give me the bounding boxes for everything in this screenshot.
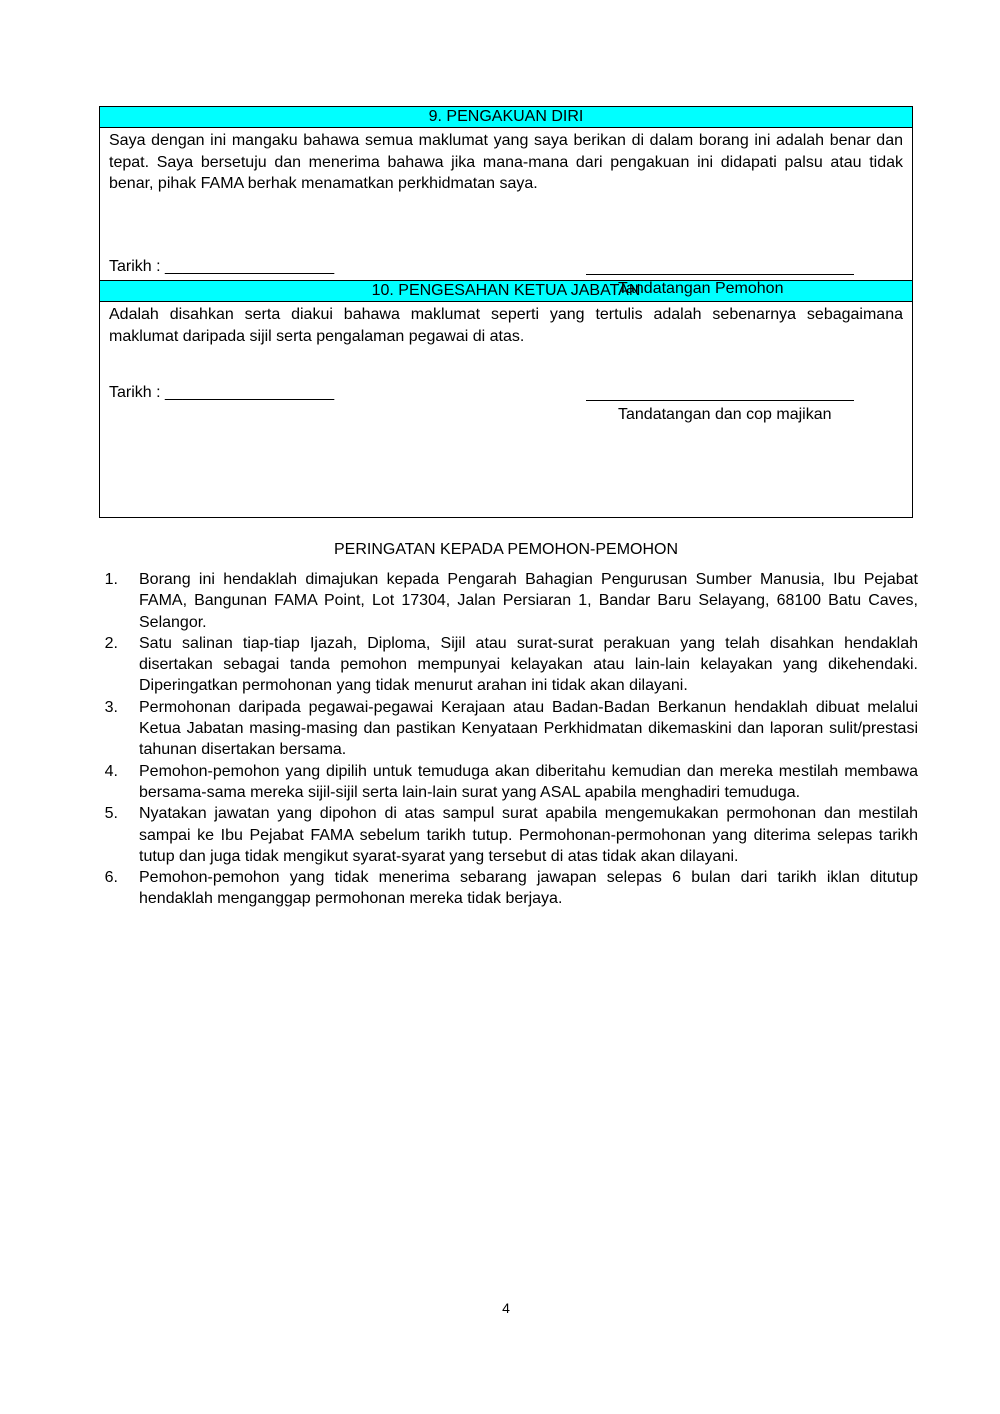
list-item-number: 5. [104,805,118,823]
list-item-number: 4. [104,762,118,780]
list-item-text: Permohonan daripada pegawai-pegawai Kerajaan atau Badan-Badan Berkanun hendaklah dibuat melalui Ketua Jabatan masing-masing dan pastikan Kenyataan Perkhidmatan dikemaskini dan laporan sulit/prestasi tahunan disertakan bersama. [139,698,918,759]
declaration-form-table [99,106,913,518]
section-10-body [100,302,912,517]
warnings-list [96,569,918,910]
list-item [96,867,918,910]
list-item [96,803,918,867]
section-9-header: 9. PENGAKUAN DIRI [100,107,912,128]
section-10-signature-line[interactable] [586,382,854,401]
list-item [96,697,918,761]
list-item-number: 2. [104,634,118,652]
list-item-text: Satu salinan tiap-tiap Ijazah, Diploma, Sijil atau surat-surat perakuan yang telah disahkan hendaklah disertakan sebagai tanda pemohon mempunyai kelayakan atau lain-lain kelayakan yang dikehendaki. Diperingatkan permohonan yang tidak menurut arahan ini tidak akan dilayani. [139,634,918,695]
section-9-declaration-text: Saya dengan ini mangaku bahawa semua maklumat yang saya berikan di dalam borang ini adalah benar dan tepat. Saya bersetuju dan menerima bahawa jika mana-mana dari pengakuan ini didapati palsu atau tidak benar, pihak FAMA berhak menamatkan perkhidmatan saya. [109,132,903,192]
section-9-signature-line[interactable] [586,256,854,275]
section-9-date-field[interactable]: Tarikh : ___________________ [109,258,335,275]
list-item-text: Pemohon-pemohon yang dipilih untuk temuduga akan diberitahu kemudian dan mereka mestilah membawa bersama-sama mereka sijil-sijil serta lain-lain surat yang ASAL apabila menghadiri temuduga. [139,762,918,801]
list-item [96,761,918,804]
list-item-number: 6. [104,869,118,887]
list-item-text: Nyatakan jawatan yang dipohon di atas sampul surat apabila mengemukakan permohonan dan mestilah sampai ke Ibu Pejabat FAMA sebelum tarikh tutup. Permohonan-permohonan yang diterima selepas tarikh tutup dan juga tidak mengikut syarat-syarat yang tersebut di atas tidak akan dilayani. [139,805,918,865]
list-item-text: Borang ini hendaklah dimajukan kepada Pengarah Bahagian Pengurusan Sumber Manusia, Ibu Pejabat FAMA, Bangunan FAMA Point, Lot 17304, Jalan Persiaran 1, Bandar Baru Selayang, 68100 Batu Caves, Selangor. [139,571,918,631]
section-10-date-field[interactable]: Tarikh : ___________________ [109,384,335,401]
section-9-signature-caption: Tandatangan Pemohon [618,280,784,297]
list-item-number: 1. [104,571,118,588]
section-10-header: 10. PENGESAHAN KETUA JABATAN [100,280,912,302]
list-item [96,569,918,633]
page-number: 4 [502,1300,510,1316]
section-10-signature-caption: Tandatangan dan cop majikan [618,406,832,423]
list-item [96,633,918,697]
warnings-title: PERINGATAN KEPADA PEMOHON-PEMOHON [333,541,679,558]
section-10-verification-text: Adalah disahkan serta diakui bahawa maklumat seperti yang tertulis adalah sebenarnya sebagaimana maklumat daripada sijil serta pengalaman pegawai di atas. [109,306,903,345]
list-item-number: 3. [104,698,118,716]
list-item-text: Pemohon-pemohon yang tidak menerima sebarang jawapan selepas 6 bulan dari tarikh iklan ditutup hendaklah menganggap permohonan mereka tidak berjaya. [139,869,918,908]
